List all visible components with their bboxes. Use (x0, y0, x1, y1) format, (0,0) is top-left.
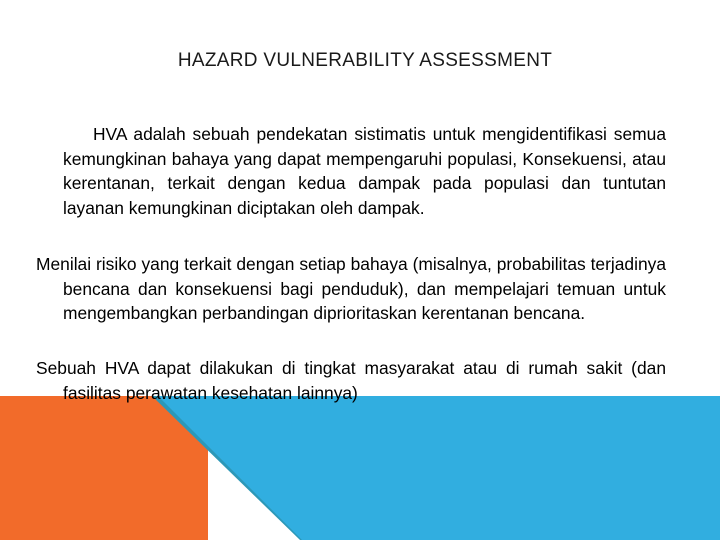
paragraph-hva-definition: HVA adalah sebuah pendekatan sistimatis untuk mengidentifikasi semua kemungkinan bahaya yang dapat mempengaruhi populasi, Konsekuensi, atau kerentanan, terkait dengan kedua dampak pada populasi dan tuntutan layanan kemungkinan diciptakan oleh dampak. (63, 124, 666, 218)
slide-title: HAZARD VULNERABILITY ASSESSMENT (177, 50, 553, 71)
paragraph-hva-scope: Sebuah HVA dapat dilakukan di tingkat masyarakat atau di rumah sakit (dan fasilitas perawatan kesehatan lainnya) (36, 358, 666, 403)
blue-shape (158, 396, 720, 540)
paragraph-risk-assessment: Menilai risiko yang terkait dengan setiap bahaya (misalnya, probabilitas terjadinya bencana dan konsekuensi bagi penduduk), dan mempelajari temuan untuk mengembangkan perbandingan diprioritaskan kerentanan bencana. (36, 254, 666, 323)
